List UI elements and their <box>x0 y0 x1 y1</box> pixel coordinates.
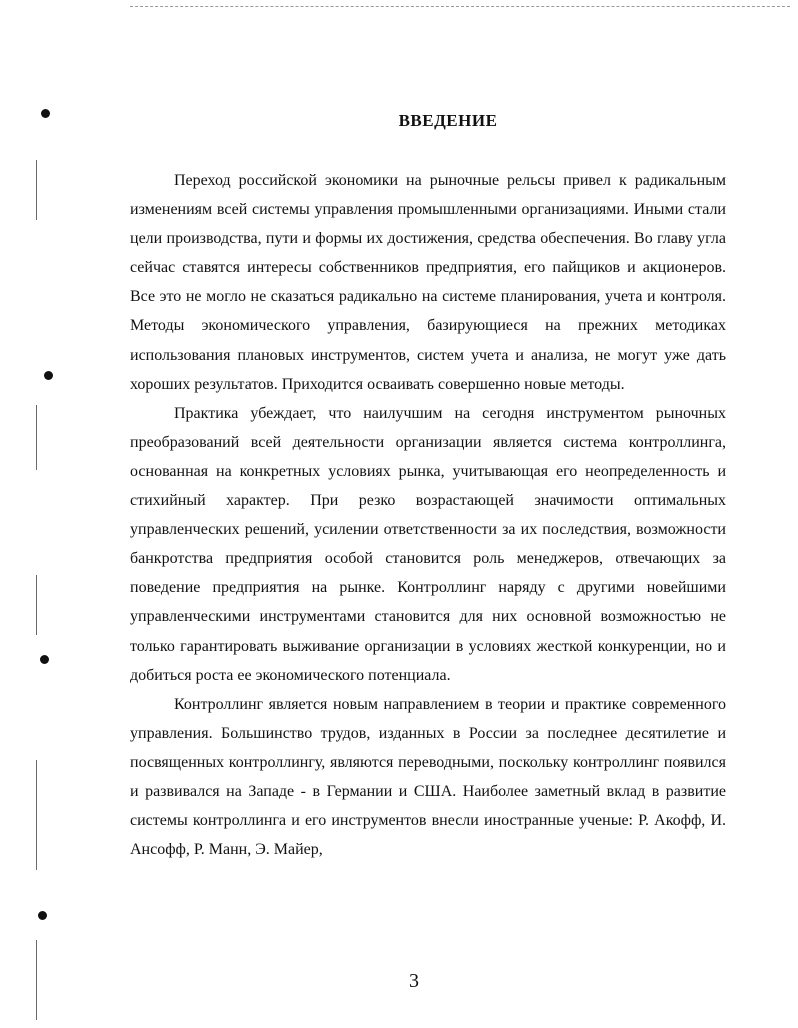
binding-hole-icon <box>41 109 50 118</box>
binding-margin-line <box>36 160 37 220</box>
binding-margin-line <box>36 760 37 870</box>
paragraph: Контроллинг является новым направлением в теории и практике современного управления. Большинство трудов, изданных в России за последнее десятилетие и посвященных контроллингу, являются переводными, поскольку контроллинг появился и развивался на Западе - в Германии и США. Наиболее заметный вклад в развитие системы контроллинга и его инструментов внесли иностранные ученые: Р. Акофф, И. Ансофф, Р. Манн, Э. Майер, <box>130 695 726 859</box>
binding-margin-line <box>36 940 37 1020</box>
paragraph: Практика убеждает, что наилучшим на сегодня инструментом рыночных преобразований всей деятельности организации является система контроллинга, основанная на конкретных условиях рынка, учитывающая его неопределенность и стихийный характер. При резко возрастающей значимости оптимальных управленческих решений, усилении ответственности за их последствия, возможности банкротства предприятия особой становится роль менеджеров, отвечающих за поведение предприятия на рынке. Контроллинг наряду с другими новейшими управленческими инструментами становится для них основной возможностью не только гарантировать выживание организации в условиях жесткой конкуренции, но и добиться роста ее экономического потенциала. <box>130 404 726 684</box>
page-title: ВВЕДЕНИЕ <box>398 111 498 130</box>
binding-hole-icon <box>40 655 49 664</box>
top-scan-rule <box>130 6 790 7</box>
page-number: 3 <box>409 970 419 992</box>
binding-margin-line <box>36 575 37 635</box>
paragraph: Переход российской экономики на рыночные рельсы привел к радикальным изменениям всей системы управления промышленными организациями. Иными стали цели производства, пути и формы их достижения, средства обеспечения. Во главу угла сейчас ставятся интересы собственников предприятия, его пайщиков и акционеров. Все это не могло не сказаться радикально на системе планирования, учета и контроля. Методы экономического управления, базирующиеся на прежних методиках использования плановых инструментов, систем учета и анализа, не могут уже дать хороших результатов. Приходится осваивать совершенно новые методы. <box>130 172 726 393</box>
document-body <box>130 166 726 864</box>
binding-hole-icon <box>38 911 47 920</box>
binding-margin-line <box>36 405 37 470</box>
binding-hole-icon <box>44 371 53 380</box>
